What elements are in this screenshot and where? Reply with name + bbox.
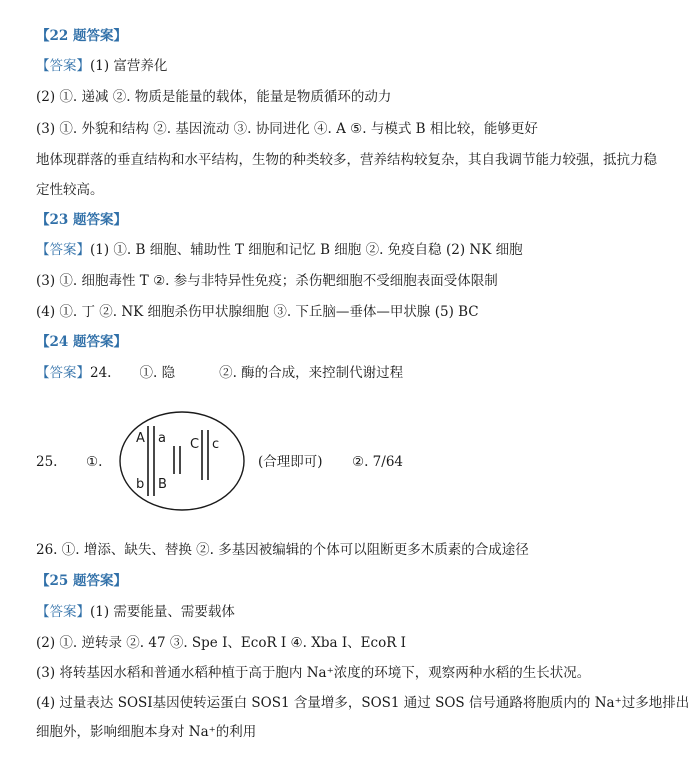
allele-c: c <box>212 437 220 452</box>
answer-tag: 【答案】 <box>36 242 90 258</box>
answer-tag: 【答案】 <box>36 365 90 381</box>
q22-l1: (1) 富营养化 <box>90 58 168 74</box>
q22-answer-line-1 <box>36 57 167 75</box>
q22-l2: (2) ①. 递减 ②. 物质是能量的载体，能量是物质循环的动力 <box>36 89 392 105</box>
allele-A: A <box>136 431 145 446</box>
q25-num: 25. <box>36 454 58 470</box>
q23-l2: (3) ①. 细胞毒性 T ②. 参与非特异性免疫；杀伤靶细胞不受细胞表面受体限制 <box>36 273 498 289</box>
allele-B: B <box>158 477 167 492</box>
q26-line: 26. ①. 增添、缺失、替换 ②. 多基因被编辑的个体可以阻断更多木质素的合成途径 <box>36 542 529 558</box>
q22-l5: 定性较高。 <box>36 182 104 198</box>
cell-outline <box>120 412 244 510</box>
q25-l3: (3) 将转基因水稻和普通水稻种植于高于胞内 Na⁺浓度的环境下，观察两种水稻的生长状况。 <box>36 665 591 681</box>
q25-l2: (2) ①. 逆转录 ②. 47 ③. Spe I、EcoR I ④. Xba I、EcoR I <box>36 635 406 651</box>
q25-answer-line-1 <box>36 603 235 621</box>
answer-tag: 【答案】 <box>36 604 90 620</box>
allele-a: a <box>158 431 166 446</box>
q24-b: ②. 酶的合成，来控制代谢过程 <box>219 365 404 381</box>
q23-header: 【23 题答案】 <box>36 212 127 228</box>
q23-l3: (4) ①. 丁 ②. NK 细胞杀伤甲状腺细胞 ③. 下丘脑—垂体—甲状腺 (5) BC <box>36 304 479 320</box>
answer-tag: 【答案】 <box>36 58 90 74</box>
allele-b: b <box>136 477 145 492</box>
q23-answer-line-1 <box>36 241 523 259</box>
chromosome-diagram <box>118 410 246 512</box>
q24-header: 【24 题答案】 <box>36 334 127 350</box>
q25-l5: 细胞外，影响细胞本身对 Na⁺的利用 <box>36 724 257 740</box>
q25-b: ②. 7/64 <box>352 454 404 470</box>
q25-a: ①. <box>86 454 103 470</box>
q24-a: ①. 隐 <box>139 365 176 381</box>
q22-l3: (3) ①. 外貌和结构 ②. 基因流动 ③. 协同进化 ④. A ⑤. 与模式 B 相比较，能够更好 <box>36 121 538 137</box>
q22-l4: 地体现群落的垂直结构和水平结构，生物的种类较多，营养结构较复杂，其自我调节能力较强，抵抗力稳 <box>36 152 657 168</box>
q24-answer-line-1 <box>36 364 403 382</box>
q25-l1: (1) 需要能量、需要载体 <box>90 604 235 620</box>
q23-l1: (1) ①. B 细胞、辅助性 T 细胞和记忆 B 细胞 ②. 免疫自稳 (2) NK 细胞 <box>90 242 523 258</box>
q25-l4: (4) 过量表达 SOSI基因使转运蛋白 SOS1 含量增多，SOS1 通过 SOS 信号通路将胞质内的 Na⁺过多地排出 <box>36 695 690 711</box>
allele-C: C <box>190 437 200 452</box>
q25-header: 【25 题答案】 <box>36 573 127 589</box>
q25-note: (合理即可) <box>258 454 323 470</box>
q22-header: 【22 题答案】 <box>36 28 127 44</box>
q24-num: 24. <box>90 365 112 381</box>
